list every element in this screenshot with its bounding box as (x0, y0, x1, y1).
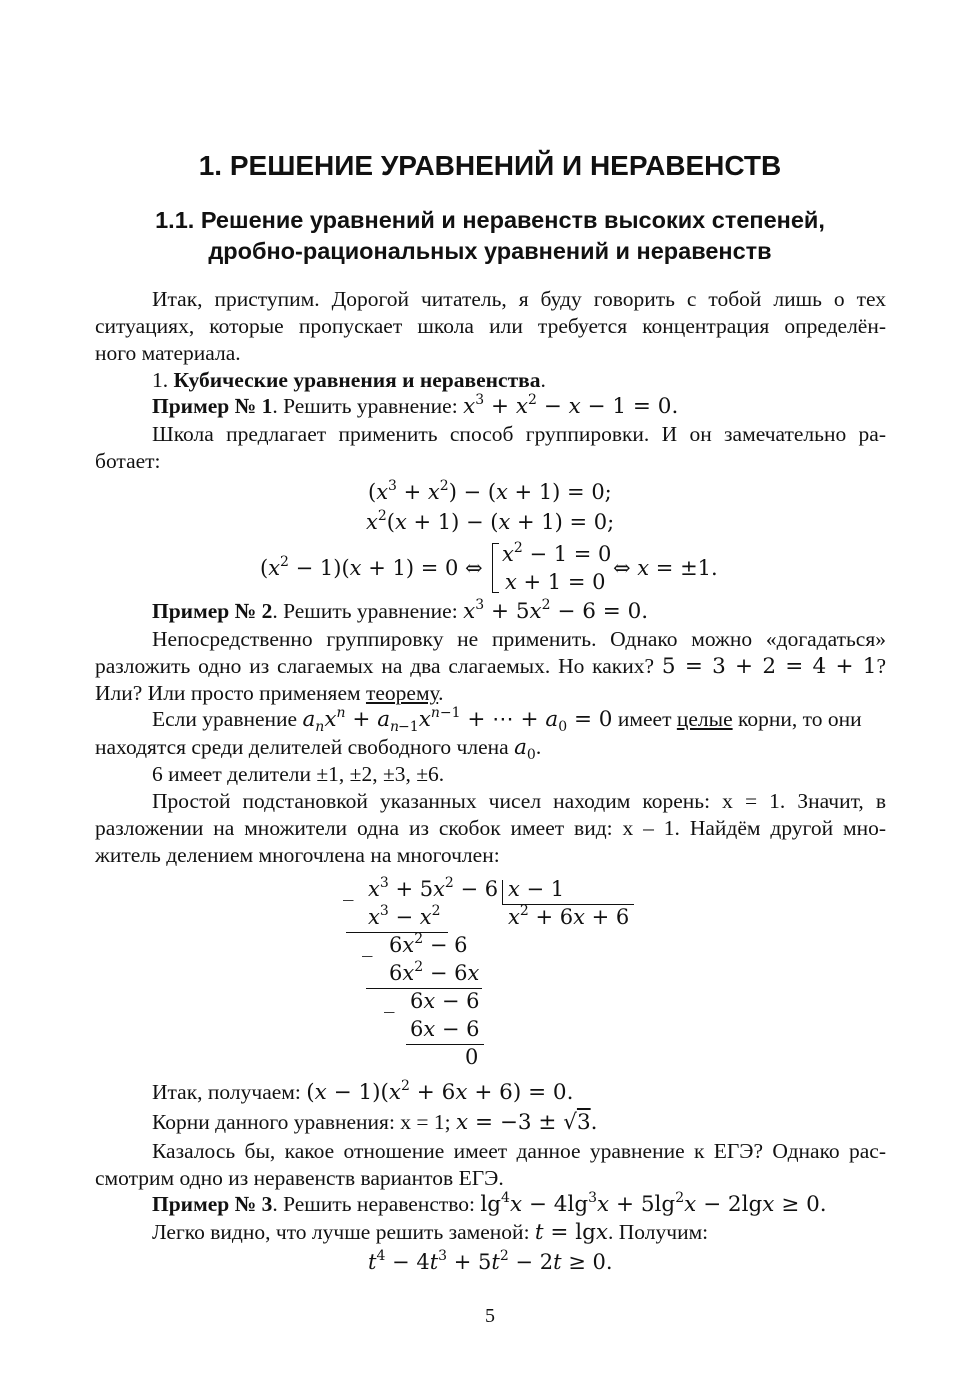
subst-line-1: Простой подстановкой указанных чисел находим корень: x = 1. Значит, в (152, 789, 886, 813)
grouping-answer: ⇔ x = ±1. (613, 556, 718, 580)
system-eq-1: $x^2 - 1 = 0$ (502, 540, 612, 566)
ege-line-2: смотрим одно из неравенств вариантов ЕГЭ. (95, 1166, 504, 1190)
divisors-line: 6 имеет делители ±1, ±2, ±3, ±6. (152, 762, 445, 786)
example-3: Пример № 3. Решить неравенство: $\lg^4x - 4\lg^3x + 5\lg^2x - 2\lg x \ge 0$. (152, 1190, 827, 1217)
intro-line-2: ситуациях, которые пропускает школа или требуется концентрация определён- (95, 314, 886, 338)
system-eq-2: x + 1 = 0 (505, 570, 606, 594)
theorem-link: теорему (365, 681, 439, 705)
system-bracket (492, 543, 499, 593)
grouping-step-3: $(x^2 - 1)(x + 1) = 0$ ⇔ (260, 554, 483, 580)
school-line-2: ботает: (95, 449, 161, 473)
item-1-heading: 1. Кубические уравнения и неравенства. (152, 368, 546, 392)
group-line-1: Непосредственно группировку не применить. Однако можно «догадаться» (152, 627, 886, 651)
group-line-3: Или? Или просто применяем теорему. (95, 681, 444, 705)
grouping-step-2: $x^2(x + 1) - (x + 1) = 0$; (366, 508, 615, 534)
substitution-line: Легко видно, что лучше решить заменой: t = lgx. Получим: (152, 1220, 709, 1245)
final-inequality: $t^4 - 4t^3 + 5t^2 - 2t \ge 0$. (368, 1248, 613, 1274)
intro-line-1: Итак, приступим. Дорогой читатель, я буду говорить с тобой лишь о тех (152, 287, 886, 311)
school-line-1: Школа предлагает применить способ группировки. И он замечательно ра- (152, 422, 886, 446)
example-1: Пример № 1. Решить уравнение: $x^3 + x^2 - x - 1 = 0$. (152, 392, 679, 419)
grouping-step-1: $(x^3 + x^2) - (x + 1) = 0$; (368, 478, 612, 504)
roots-line: Корни данного уравнения: x = 1; x = −3 ± √3. (152, 1110, 598, 1135)
section-title-line-1: 1.1. Решение уравнений и неравенств высоких степеней, (155, 207, 825, 233)
ege-line-1: Казалось бы, какое отношение имеет данное уравнение к ЕГЭ? Однако рас- (152, 1139, 886, 1163)
subst-line-2: разложении на множители одна из скобок имеет вид: x – 1. Найдём другой мно- (95, 816, 886, 840)
section-title-line-2: дробно-рациональных уравнений и неравенств (208, 238, 772, 264)
subst-line-3: житель делением многочлена на многочлен: (95, 843, 500, 867)
result-line: Итак, получаем: $(x - 1)(x^2 + 6x + 6) = 0$. (152, 1078, 574, 1105)
intro-line-3: ного материала. (95, 341, 241, 365)
theorem-line-2: находятся среди делителей свободного члена $a_0$. (95, 735, 542, 763)
group-line-2: разложить одно из слагаемых на два слагаемых. Но каких? 5 = 3 + 2 = 4 + 1? (95, 654, 886, 679)
chapter-title: 1. РЕШЕНИЕ УРАВНЕНИЙ И НЕРАВЕНСТВ (198, 150, 782, 181)
example-2: Пример № 2. Решить уравнение: $x^3 + 5x^2 - 6 = 0$. (152, 597, 649, 624)
theorem-line-1: Если уравнение $a_nx^n + a_{n-1}x^{n-1}$ + ⋯ + $a_0 = 0$ имеет целые корни, то они (152, 705, 862, 735)
page-number: 5 (485, 1305, 495, 1327)
